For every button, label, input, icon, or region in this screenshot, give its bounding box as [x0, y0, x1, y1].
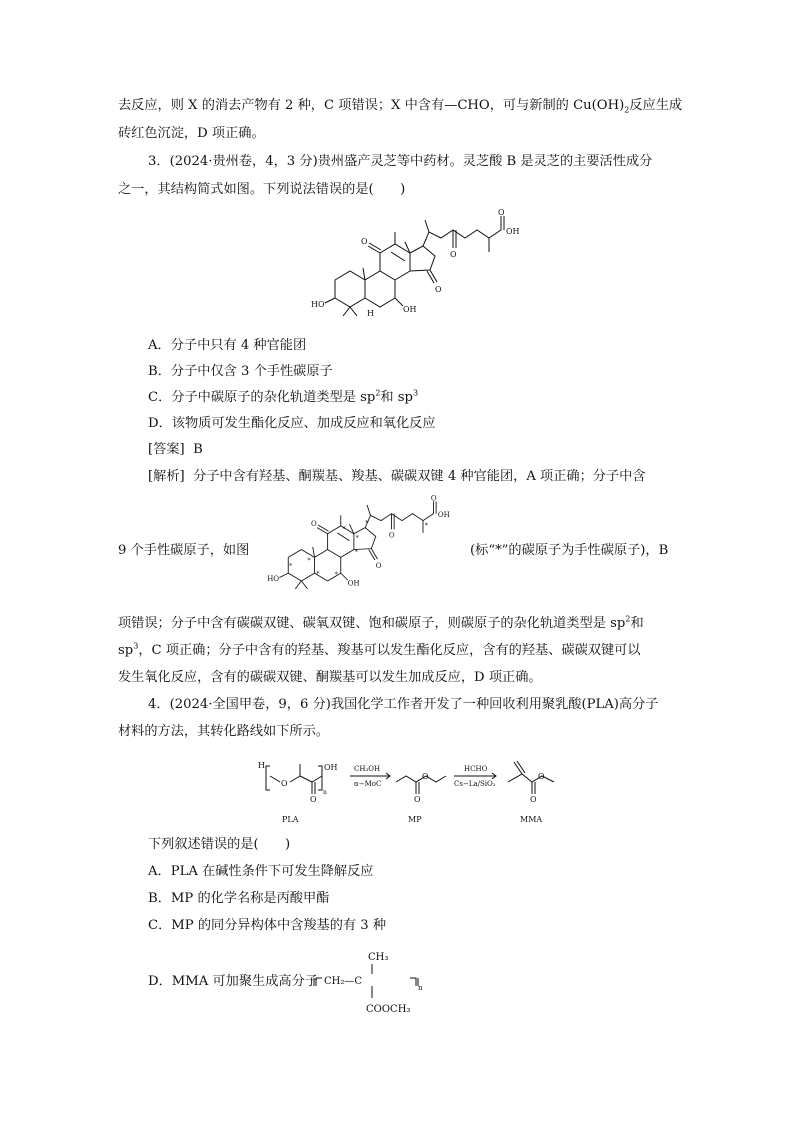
mol2-o-label: O — [388, 531, 395, 540]
chiral-star: * — [334, 571, 338, 579]
chiral-star: * — [342, 526, 346, 534]
q4-option-c: C．MP 的同分异构体中含羧基的有 3 种 — [148, 918, 387, 933]
pla-n-label: n — [323, 789, 327, 796]
pla-o-label: O — [281, 779, 288, 788]
mol1-oh-label: OH — [506, 227, 520, 236]
q3-analysis-line-1: [解析] 分子中含有羟基、酮羰基、羧基、碳碳双键 4 种官能团，A 项正确；分子中含 — [148, 467, 646, 487]
prev-line-1: 去反应，则 X 的消去产物有 2 种，C 项错误；X 中含有—CHO，可与新制的 $Cu(OH)_2$反应生成 — [118, 98, 683, 115]
q3-answer: [答案] B — [148, 440, 203, 460]
mp-o-label: O — [414, 795, 421, 804]
mma-o-label: O — [538, 772, 545, 781]
q4-stem-line-2: 材料的方法，其转化路线如下所示。 — [118, 724, 329, 739]
ganoderic-acid-chiral-structure — [262, 494, 472, 598]
q3-analysis-line-2a: 9 个手性碳原子，如图 — [118, 543, 250, 558]
q4-option-a: A．PLA 在碱性条件下可发生降解反应 — [148, 864, 374, 879]
mol2-o-label: O — [375, 561, 382, 570]
q3-analysis-line-2b: (标“*”的碳原子为手性碳原子)，B — [470, 543, 669, 558]
prev-line-2: 砖红色沉淀，D 项正确。 — [118, 126, 265, 141]
q3-analysis-line-3: 项错误；分子中含有碳碳双键、碳氧双键、饱和碳原子，则碳原子的杂化轨道类型是 $sp^2$和 — [118, 614, 644, 631]
pla-o-label: O — [310, 795, 317, 804]
mol2-ho-label: HO — [267, 575, 280, 583]
mma-o-label: O — [530, 795, 537, 804]
mol1-o-label: O — [435, 285, 442, 294]
q4-option-d: D．MMA 可加聚生成高分子 — [148, 974, 318, 989]
chiral-star: * — [307, 557, 311, 565]
poly-ch3-label: CH₃ — [368, 952, 389, 963]
q3-option-d: D．该物质可发生酯化反应、加成反应和氧化反应 — [148, 416, 436, 431]
q3-stem-line-1: 3．(2024·贵州卷，4，3 分)贵州盛产灵芝等中药材。灵芝酸 B 是灵芝的主要活性成分 — [148, 154, 653, 169]
mol2-oh-label: OH — [347, 579, 360, 588]
mol1-oh-label: OH — [403, 305, 417, 314]
mp-label: MP — [408, 815, 422, 824]
mol2-oh-label: OH — [437, 511, 450, 520]
chiral-star: * — [316, 570, 320, 578]
mma-label: MMA — [520, 815, 543, 824]
q3-option-c: C．分子中碳原子的杂化轨道类型是 $sp^2$和 $sp^3$ — [148, 388, 419, 405]
q4-stem-line-1: 4．(2024·全国甲卷，9，6 分)我国化学工作者开发了一种回收利用聚乳酸(PLA)高分子 — [148, 697, 659, 712]
mol2-o-label: O — [430, 494, 437, 503]
mol1-ho-label: HO — [311, 300, 325, 309]
pmma-polymer-structure — [310, 946, 440, 1018]
chiral-star: * — [365, 520, 369, 527]
q3-option-a: A．分子中只有 4 种官能团 — [148, 338, 307, 353]
q3-analysis-line-4: $sp^3$，C 项正确；分子中含有的羟基、羧基可以发生酯化反应，含有的羟基、碳碳双键可以 — [118, 641, 641, 658]
reagent-1-bottom: α−MoC — [354, 780, 382, 788]
mol1-o-label: O — [450, 250, 457, 259]
reagent-1-top: CH₃OH — [354, 765, 381, 773]
poly-cooch3-label: COOCH₃ — [366, 1004, 411, 1015]
pla-label: PLA — [282, 815, 299, 824]
pla-conversion-scheme — [256, 756, 566, 828]
ganoderic-acid-structure — [305, 208, 545, 326]
chiral-star: * — [289, 562, 293, 570]
chiral-star: * — [354, 548, 358, 556]
q3-stem-line-2: 之一，其结构简式如图。下列说法错误的是( ) — [118, 182, 406, 197]
reagent-2-top: HCHO — [464, 765, 488, 773]
mol1-o-label: O — [361, 237, 368, 246]
analysis-tag: [解析] — [148, 469, 185, 484]
reagent-2-bottom: Cs−La/SiO₂ — [454, 780, 496, 788]
q3-option-b: B．分子中仅含 3 个手性碳原子 — [148, 364, 333, 379]
mol1-h-label: H — [367, 309, 374, 318]
answer-tag: [答案] — [148, 442, 185, 457]
mol2-o-label: O — [311, 519, 317, 528]
q4-ask: 下列叙述错误的是( ) — [148, 837, 291, 852]
pla-h-label: H — [258, 761, 265, 770]
pla-oh-label: OH — [324, 763, 338, 772]
poly-n-label: n — [418, 984, 423, 992]
mp-o-label: O — [422, 772, 429, 781]
q3-analysis-line-5: 发生氧化反应，含有的碳碳双键、酮羰基可以发生加成反应，D 项正确。 — [118, 670, 542, 685]
mol1-o-label: O — [498, 208, 505, 217]
chiral-star: * — [424, 522, 428, 530]
chiral-star: * — [355, 534, 359, 542]
poly-backbone-label: CH₂—C — [324, 976, 363, 987]
q4-option-b: B．MP 的化学名称是丙酸甲酯 — [148, 891, 330, 906]
